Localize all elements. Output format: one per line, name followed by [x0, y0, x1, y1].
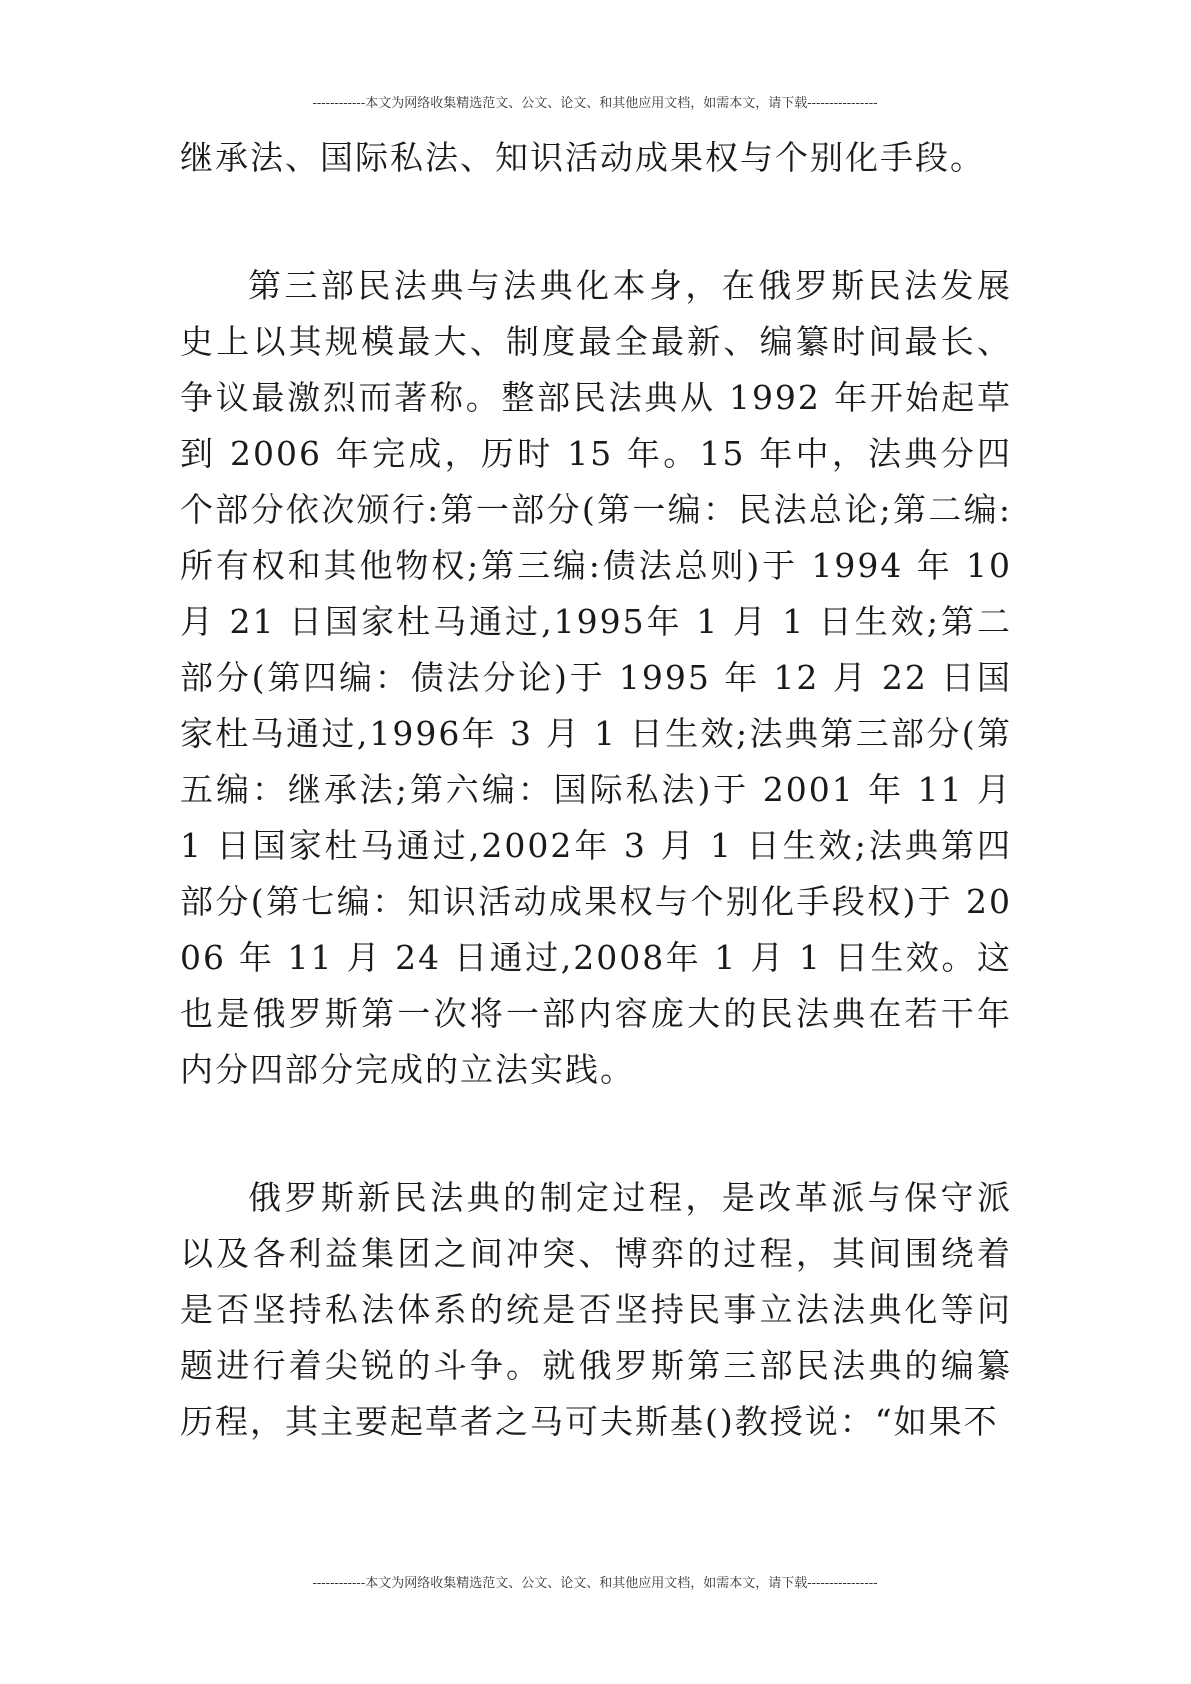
paragraph-spacer	[180, 1098, 1012, 1170]
paragraph-continued: 继承法、国际私法、知识活动成果权与个别化手段。	[180, 138, 985, 177]
page-header: ------------本文为网络收集精选范文、公文、论文、和其他应用文档，如需本文，请下载----------------	[312, 96, 878, 111]
document-body	[180, 130, 1012, 1450]
paragraph-drafting-process: 俄罗斯新民法典的制定过程，是改革派与保守派以及各利益集团之间冲突、博弈的过程，其间围绕着是否坚持私法体系的统是否坚持民事立法法典化等问题进行着尖锐的斗争。就俄罗斯第三部民法典的编纂历程，其主要起草者之马可夫斯基()教授说：“如果不	[180, 1178, 1012, 1441]
paragraph-spacer	[180, 186, 1012, 258]
paragraph-codification-history: 第三部民法典与法典化本身，在俄罗斯民法发展史上以其规模最大、制度最全最新、编纂时间最长、争议最激烈而著称。整部民法典从 1992 年开始起草到 2006 年完成，历时 15 年。15 年中，法典分四个部分依次颁行:第一部分(第一编：民法总论;第二编:所有权和其他物权;第三编:债法总则)于 1994 年 10 月 21 日国家杜马通过,1995年 1 月 1 日生效;第二部分(第四编：债法分论)于 1995 年 12 月 22 日国家杜马通过,1996年 3 月 1 日生效;法典第三部分(第五编：继承法;第六编：国际私法)于 2001 年 11 月 1 日国家杜马通过,2002年 3 月 1 日生效;法典第四部分(第七编：知识活动成果权与个别化手段权)于 2006 年 11 月 24 日通过,2008年 1 月 1 日生效。这也是俄罗斯第一次将一部内容庞大的民法典在若干年内分四部分完成的立法实践。	[180, 266, 1012, 1089]
page-footer: ------------本文为网络收集精选范文、公文、论文、和其他应用文档，如需本文，请下载----------------	[312, 1576, 878, 1591]
